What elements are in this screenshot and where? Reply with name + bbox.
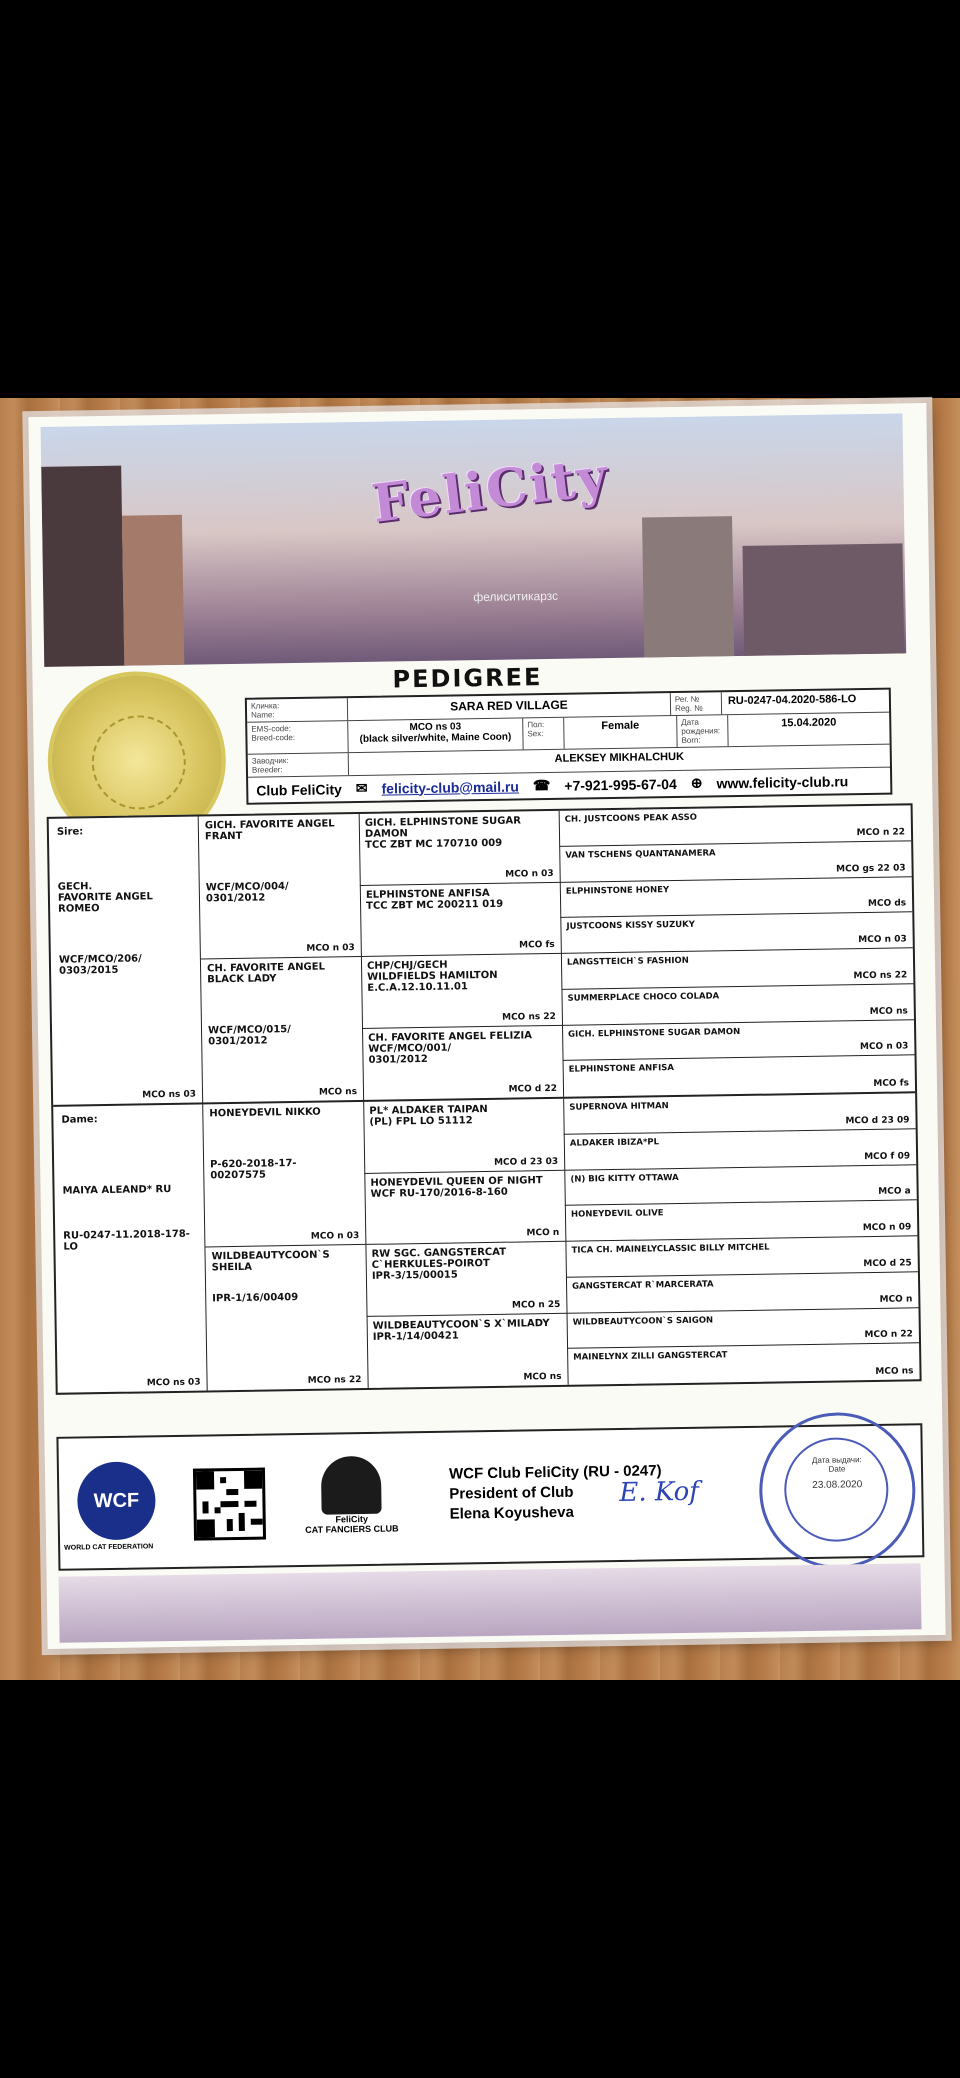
sire-ggp7-name: GICH. ELPHINSTONE SUGAR DAMON xyxy=(568,1026,741,1040)
born-label: Дата рождения: Born: xyxy=(681,717,721,745)
dame-ggp8-name: MAINELYNX ZILLI GANGSTERCAT xyxy=(573,1350,728,1363)
dame-p1-name: HONEYDEVIL NIKKO xyxy=(209,1106,321,1120)
stamp-date: 23.08.2020 xyxy=(812,1479,863,1491)
sire-ggp4-name: JUSTCOONS KISSY SUZUKY xyxy=(566,919,695,932)
club-stamp xyxy=(758,1411,916,1569)
felicity-logo-subtitle: фелиситикарзс xyxy=(473,588,559,605)
document-title: PEDIGREE xyxy=(392,663,543,694)
felicity-club-logo xyxy=(303,1455,400,1546)
stamp-date-label: Дата выдачи: Date xyxy=(811,1455,862,1474)
sire-p1-code: MCO n 03 xyxy=(306,943,355,954)
sex-label: Пол: Sex: xyxy=(527,720,545,739)
dame-ggp2-name: ALDAKER IBIZA*PL xyxy=(569,1137,660,1149)
sire-gp3-name: CHP/CHJ/GECH WILDFIELDS HAMILTON E.C.A.12.10.11.01 xyxy=(366,959,498,994)
sire-code: MCO ns 03 xyxy=(142,1089,197,1101)
sire-ggp6-code: MCO ns xyxy=(869,1005,908,1017)
sire-gp2-name: ELPHINSTONE ANFISA TCC ZBT MC 200211 019 xyxy=(365,887,504,912)
dame-p1-reg: P-620-2018-17- 00207575 xyxy=(210,1158,297,1182)
president-title: President of Club xyxy=(449,1483,574,1503)
sire-p2-reg: WCF/MCO/015/ 0301/2012 xyxy=(207,1024,291,1048)
dame-ggp1-code: MCO d 23 09 xyxy=(845,1115,910,1127)
sire-p1-reg: WCF/MCO/004/ 0301/2012 xyxy=(205,881,289,905)
web-icon: ⊕ xyxy=(690,774,703,791)
certificate-footer xyxy=(56,1423,924,1571)
dame-ggp4-name: HONEYDEVIL OLIVE xyxy=(570,1208,664,1220)
reg-label: Рег. № Reg. № xyxy=(674,694,703,714)
sire-name: GECH. FAVORITE ANGEL ROMEO xyxy=(57,881,153,915)
dame-gp3-name: RW SGC. GANGSTERCAT C`HERKULES-POIROT IPR-3/15/00015 xyxy=(371,1246,507,1282)
club-logo-subtitle: CAT FANCIERS CLUB xyxy=(305,1523,399,1535)
felicity-logo: FeliCity xyxy=(368,445,613,535)
cat-name: SARA RED VILLAGE xyxy=(348,693,671,720)
dame-code: MCO ns 03 xyxy=(146,1377,201,1389)
sex-value: Female xyxy=(564,716,677,749)
bottom-illustration-strip xyxy=(59,1563,922,1643)
sire-gp4-name: CH. FAVORITE ANGEL FELIZIA WCF/MCO/001/ 0301/2012 xyxy=(368,1029,533,1066)
dame-p2-name: WILDBEAUTYCOON`S SHEILA xyxy=(211,1249,330,1274)
dame-ggp3-name: (N) BIG KITTY OTTAWA xyxy=(570,1172,679,1185)
two-cats-icon xyxy=(321,1456,382,1515)
club-website[interactable]: www.felicity-club.ru xyxy=(716,772,849,791)
sire-ggp2-code: MCO gs 22 03 xyxy=(836,862,906,874)
sire-section xyxy=(49,805,915,1107)
president-name: Elena Koyusheva xyxy=(449,1503,574,1523)
sire-gp1-code: MCO n 03 xyxy=(505,868,554,880)
sire-ggp1-name: CH. JUSTCOONS PEAK ASSO xyxy=(564,812,698,825)
dame-gp4-code: MCO ns xyxy=(523,1371,562,1383)
sire-ggp8-code: MCO fs xyxy=(873,1078,910,1089)
sire-ggp8-name: ELPHINSTONE ANFISA xyxy=(568,1063,675,1075)
sire-p2-name: CH. FAVORITE ANGEL BLACK LADY xyxy=(206,961,326,986)
dame-name: MAIYA ALEAND* RU xyxy=(62,1183,172,1197)
animal-info-table xyxy=(245,688,893,805)
sire-gp1-name: GICH. ELPHINSTONE SUGAR DAMON TCC ZBT MC 170710 009 xyxy=(364,815,521,851)
dame-gp1-code: MCO d 23 03 xyxy=(493,1156,559,1168)
dame-gp2-name: HONEYDEVIL QUEEN OF NIGHT WCF RU-170/2016-8-160 xyxy=(370,1174,543,1200)
club-line: WCF Club FeliCity (RU - 0247) xyxy=(448,1462,662,1483)
sire-ggp1-code: MCO n 22 xyxy=(856,827,906,838)
sire-ggp7-code: MCO n 03 xyxy=(859,1041,909,1053)
dame-gp3-code: MCO n 25 xyxy=(511,1299,561,1311)
dame-ggp6-name: GANGSTERCAT R`MARCERATA xyxy=(572,1279,714,1292)
club-email-link[interactable]: felicity-club@mail.ru xyxy=(381,777,520,797)
dame-p2-code: MCO ns 22 xyxy=(307,1375,362,1386)
sire-ggp4-code: MCO n 03 xyxy=(858,934,907,946)
sire-gp4-code: MCO d 22 xyxy=(508,1083,558,1095)
dame-p1-code: MCO n 03 xyxy=(310,1231,360,1242)
ems-code: MCO ns 03 xyxy=(409,721,462,734)
sire-reg: WCF/MCO/206/ 0303/2015 xyxy=(58,953,142,977)
dame-ggp4-code: MCO n 09 xyxy=(862,1222,912,1234)
dame-ggp8-code: MCO ns xyxy=(875,1366,914,1377)
dame-p2-reg: IPR-1/16/00409 xyxy=(212,1292,299,1305)
dame-gp1-name: PL* ALDAKER TAIPAN (PL) FPL LO 51112 xyxy=(369,1104,488,1128)
sire-ggp5-code: MCO ns 22 xyxy=(853,970,908,981)
sire-ggp6-name: SUMMERPLACE CHOCO COLADA xyxy=(567,991,720,1004)
sire-gp2-code: MCO fs xyxy=(519,939,555,951)
qr-code[interactable] xyxy=(193,1468,266,1541)
pedigree-document xyxy=(28,403,945,1649)
breeder-name: ALEKSEY MIKHALCHUK xyxy=(554,750,685,765)
born-date: 15.04.2020 xyxy=(781,716,837,730)
dame-ggp6-code: MCO n xyxy=(879,1293,913,1305)
ems-label: EMS-code: Breed-code: xyxy=(251,724,296,743)
dame-gp4-name: WILDBEAUTYCOON`S X`MILADY IPR-1/14/00421 xyxy=(372,1317,550,1343)
breeder-label: Заводчик: Breeder: xyxy=(251,756,289,775)
sire-label: Sire: xyxy=(56,826,84,838)
city-banner-illustration xyxy=(41,413,907,667)
dame-ggp3-code: MCO a xyxy=(878,1186,911,1198)
name-label: Кличка: Name: xyxy=(250,701,280,720)
pedigree-table xyxy=(47,803,922,1395)
dame-ggp7-code: MCO n 22 xyxy=(864,1329,913,1341)
dame-reg: RU-0247-11.2018-178- LO xyxy=(63,1228,191,1253)
sire-p1-name: GICH. FAVORITE ANGEL FRANT xyxy=(204,818,335,843)
club-phone: +7-921-995-67-04 xyxy=(564,775,677,794)
wcf-logo-ring-text: WORLD CAT FEDERATION xyxy=(64,1543,154,1552)
sire-ggp3-name: ELPHINSTONE HONEY xyxy=(565,884,670,897)
email-icon: ✉ xyxy=(355,779,368,797)
reg-number: RU-0247-04.2020-586-LO xyxy=(727,693,857,708)
dame-ggp5-name: TICA CH. MAINELYCLASSIC BILLY MITCHEL xyxy=(571,1242,770,1256)
dame-ggp5-code: MCO d 25 xyxy=(863,1258,912,1269)
sire-ggp3-code: MCO ds xyxy=(867,898,907,910)
dame-section xyxy=(53,1093,919,1393)
club-name: Club FeliCity xyxy=(256,780,342,799)
wcf-logo: WCF xyxy=(77,1461,156,1540)
sire-p2-code: MCO ns xyxy=(318,1087,358,1098)
dame-label: Dame: xyxy=(61,1114,98,1126)
sire-ggp5-name: LANGSTTEICH`S FASHION xyxy=(566,955,689,968)
breed-code: (black silver/white, Maine Coon) xyxy=(359,731,512,745)
club-logo-text: FeliCity xyxy=(335,1513,369,1525)
dame-ggp2-code: MCO f 09 xyxy=(864,1150,911,1162)
dame-gp2-code: MCO n xyxy=(526,1227,560,1239)
phone-icon: ☎ xyxy=(532,776,551,794)
dame-ggp1-name: SUPERNOVA HITMAN xyxy=(569,1101,669,1113)
sire-ggp2-name: VAN TSCHENS QUANTANAMERA xyxy=(565,848,716,861)
signature: E. Kof xyxy=(619,1476,700,1508)
dame-ggp7-name: WILDBEAUTYCOON`S SAIGON xyxy=(572,1314,714,1328)
sire-gp3-code: MCO ns 22 xyxy=(502,1011,556,1023)
